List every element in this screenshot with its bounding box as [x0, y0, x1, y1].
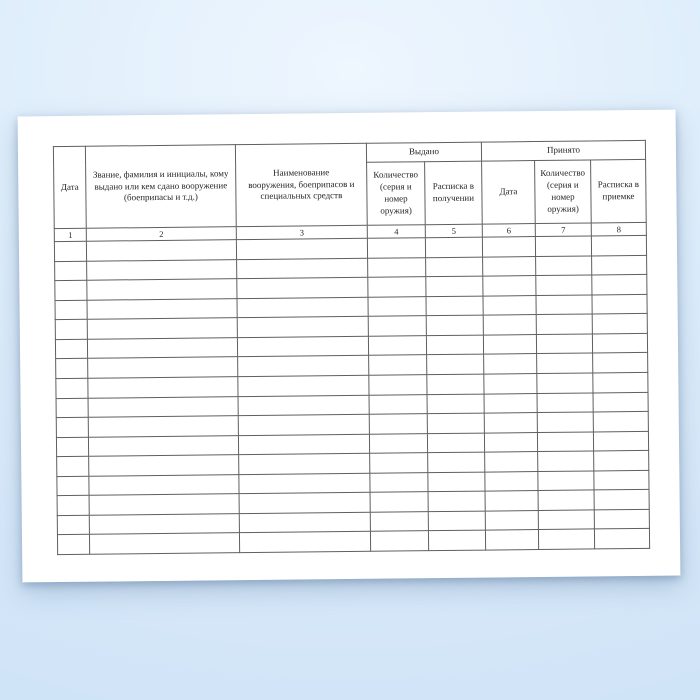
empty-cell	[427, 413, 484, 433]
empty-cell	[370, 472, 428, 492]
empty-cell	[237, 317, 368, 338]
empty-cell	[483, 295, 536, 315]
empty-cell	[369, 375, 427, 395]
empty-cell	[368, 277, 426, 297]
empty-cell	[56, 437, 88, 457]
empty-cell	[56, 378, 88, 398]
empty-cell	[56, 417, 88, 437]
empty-cell	[57, 496, 89, 516]
empty-cell	[86, 240, 236, 261]
empty-cell	[370, 531, 428, 551]
empty-cell	[484, 413, 537, 433]
empty-cell	[593, 372, 648, 392]
empty-cell	[485, 452, 538, 472]
empty-cell	[536, 275, 592, 295]
empty-cell	[57, 515, 89, 535]
empty-cell	[484, 393, 537, 413]
empty-cell	[369, 433, 427, 453]
empty-cell	[593, 431, 648, 451]
empty-cell	[238, 434, 369, 455]
header-cell-receipt-issued: Расписка в получении	[425, 161, 483, 225]
empty-cell	[426, 257, 483, 277]
form-page	[18, 110, 681, 583]
empty-cell	[592, 314, 647, 334]
empty-cell	[535, 236, 591, 256]
empty-cell	[427, 433, 484, 453]
empty-cell	[485, 491, 538, 511]
empty-cell	[537, 353, 593, 373]
empty-cell	[368, 257, 426, 277]
empty-cell	[484, 354, 537, 374]
empty-cell	[369, 414, 427, 434]
column-number-cell: 6	[482, 224, 535, 238]
empty-cell	[87, 318, 237, 339]
header-cell-person: Звание, фамилия и инициалы, кому выдано или кем сдано вооружение (боеприпасы и т.д.)	[85, 145, 236, 229]
column-number-cell: 1	[54, 228, 86, 241]
empty-cell	[594, 529, 649, 549]
column-number-cell: 7	[535, 223, 591, 237]
empty-cell	[594, 509, 649, 529]
empty-cell	[87, 279, 237, 300]
empty-cell	[238, 375, 369, 396]
empty-cell	[88, 396, 238, 417]
empty-cell	[537, 373, 593, 393]
group-header-issued: Выдано	[366, 142, 481, 162]
empty-cell	[428, 472, 485, 492]
empty-cell	[239, 512, 370, 533]
column-number-cell: 8	[591, 222, 646, 236]
empty-cell	[537, 412, 593, 432]
empty-cell	[238, 395, 369, 416]
empty-cell	[536, 256, 592, 276]
empty-cell	[237, 258, 368, 279]
empty-cell	[594, 470, 649, 490]
header-cell-date-accepted: Дата	[482, 161, 536, 225]
empty-cell	[537, 392, 593, 412]
empty-cell	[239, 532, 370, 553]
empty-cell	[428, 531, 485, 551]
empty-cell	[236, 238, 367, 259]
empty-cell	[426, 315, 483, 335]
empty-cell	[592, 275, 647, 295]
empty-cell	[370, 453, 428, 473]
empty-cell	[591, 235, 646, 255]
empty-cell	[88, 357, 238, 378]
column-number-cell: 4	[367, 225, 425, 239]
empty-cell	[536, 334, 592, 354]
header-cell-item: Наименование вооружения, боеприпасов и специальных средств	[235, 143, 367, 226]
table-body	[54, 235, 649, 554]
empty-cell	[369, 355, 427, 375]
empty-cell	[56, 359, 88, 379]
empty-cell	[87, 298, 237, 319]
empty-cell	[368, 296, 426, 316]
empty-cell	[427, 374, 484, 394]
empty-cell	[239, 473, 370, 494]
header-cell-receipt-accepted: Расписка в приемке	[591, 159, 647, 223]
empty-cell	[370, 492, 428, 512]
empty-cell	[485, 510, 538, 530]
empty-cell	[426, 276, 483, 296]
column-number-cell: 2	[86, 227, 236, 242]
empty-cell	[56, 398, 88, 418]
empty-cell	[370, 512, 428, 532]
empty-cell	[483, 256, 536, 276]
empty-cell	[485, 530, 538, 550]
empty-cell	[426, 296, 483, 316]
empty-cell	[594, 490, 649, 510]
empty-cell	[483, 334, 536, 354]
empty-cell	[89, 455, 239, 476]
header-cell-qty-accepted: Количество (серия и номер оружия)	[535, 160, 592, 224]
empty-cell	[237, 277, 368, 298]
empty-cell	[536, 314, 592, 334]
empty-cell	[538, 471, 594, 491]
empty-cell	[238, 414, 369, 435]
empty-cell	[484, 432, 537, 452]
empty-cell	[537, 432, 593, 452]
empty-cell	[87, 259, 237, 280]
column-number-cell: 5	[425, 224, 482, 238]
empty-cell	[55, 339, 87, 359]
empty-cell	[55, 280, 87, 300]
empty-cell	[483, 276, 536, 296]
header-cell-qty-issued: Количество (серия и номер оружия)	[367, 162, 426, 226]
empty-cell	[592, 294, 647, 314]
empty-cell	[369, 394, 427, 414]
empty-cell	[428, 491, 485, 511]
table-header	[53, 140, 646, 241]
empty-cell	[89, 494, 239, 515]
empty-cell	[88, 377, 238, 398]
empty-cell	[538, 451, 594, 471]
empty-cell	[55, 319, 87, 339]
empty-cell	[538, 490, 594, 510]
empty-cell	[428, 452, 485, 472]
empty-cell	[57, 535, 89, 555]
empty-cell	[593, 411, 648, 431]
empty-cell	[87, 337, 237, 358]
empty-cell	[428, 511, 485, 531]
empty-cell	[57, 456, 89, 476]
empty-cell	[367, 238, 425, 258]
empty-cell	[237, 336, 368, 357]
empty-cell	[88, 435, 238, 456]
empty-cell	[536, 295, 592, 315]
empty-cell	[485, 471, 538, 491]
empty-cell	[593, 392, 648, 412]
empty-cell	[483, 315, 536, 335]
header-cell-date: Дата	[53, 146, 86, 228]
empty-cell	[426, 335, 483, 355]
empty-cell	[55, 261, 87, 281]
empty-cell	[368, 336, 426, 356]
empty-cell	[482, 237, 535, 257]
empty-cell	[239, 453, 370, 474]
register-table	[53, 140, 650, 555]
group-header-accepted: Принято	[481, 140, 645, 161]
empty-cell	[239, 493, 370, 514]
empty-cell	[238, 356, 369, 377]
empty-cell	[538, 529, 594, 549]
empty-cell	[594, 451, 649, 471]
empty-cell	[592, 333, 647, 353]
empty-cell	[368, 316, 426, 336]
empty-cell	[427, 354, 484, 374]
empty-cell	[54, 241, 86, 261]
empty-cell	[538, 510, 594, 530]
empty-cell	[88, 416, 238, 437]
empty-cell	[484, 373, 537, 393]
empty-cell	[427, 394, 484, 414]
empty-cell	[57, 476, 89, 496]
empty-cell	[592, 255, 647, 275]
empty-cell	[55, 300, 87, 320]
empty-cell	[593, 353, 648, 373]
empty-cell	[237, 297, 368, 318]
empty-cell	[89, 514, 239, 535]
empty-cell	[89, 474, 239, 495]
empty-cell	[89, 533, 239, 554]
empty-cell	[425, 237, 482, 257]
column-number-cell: 3	[236, 225, 367, 239]
